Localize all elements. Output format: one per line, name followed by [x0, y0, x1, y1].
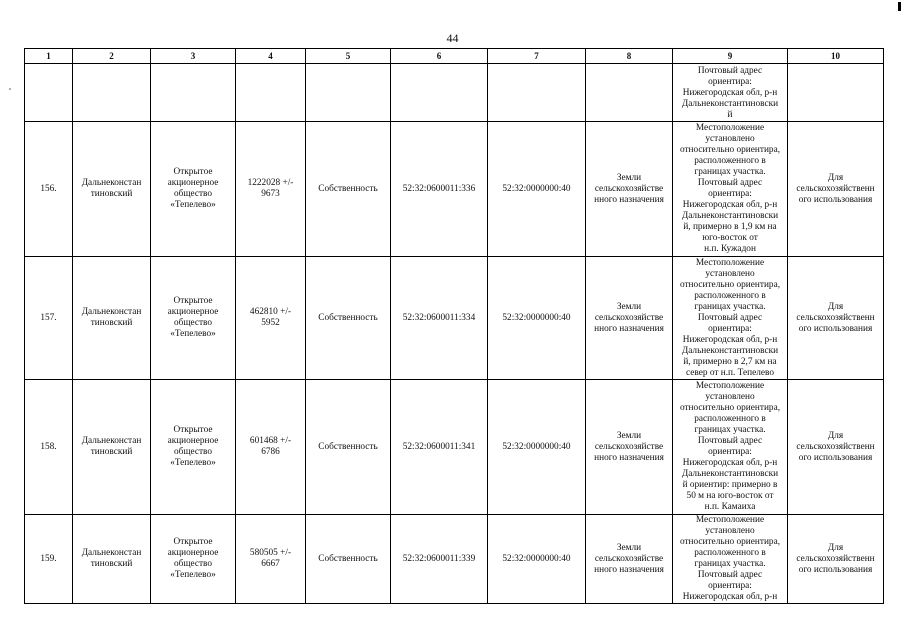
permitted-use-cell: Для сельскохозяйственн ого использования: [788, 257, 884, 380]
row-number-cell: 159.: [25, 515, 73, 604]
empty-cell: [788, 64, 884, 122]
page-number: 44: [446, 31, 459, 45]
owner-cell: Открытое акционерное общество «Тепелево»: [151, 122, 236, 257]
empty-cell: [586, 64, 673, 122]
column-header: 1: [25, 49, 73, 64]
column-header: 5: [306, 49, 391, 64]
location-cell: Местоположение установлено относительно ориентира, расположенного в границах участка. Почтовый адрес ориентира: Нижегородская обл, р-н Дальнеконстантиновски й, примерно в 2,7 км на север от н.п. Тепелево: [673, 257, 788, 380]
column-header: 9: [673, 49, 788, 64]
empty-cell: [73, 64, 151, 122]
column-header: 2: [73, 49, 151, 64]
area-cell: 580505 +/- 6667: [236, 515, 306, 604]
location-cell: Местоположение установлено относительно ориентира, расположенного в границах участка. Почтовый адрес ориентира: Нижегородская обл, р-н Дальнеконстантиновски й, примерно в 1,9 км на юго-восток от н.п. Кужадон: [673, 122, 788, 257]
location-cell: Местоположение установлено относительно ориентира, расположенного в границах участка. Почтовый адрес ориентира: Нижегородская обл, р-н Дальнеконстантиновски й ориентир: примерно в 50 м на юго-восток от н.п. Камаиха: [673, 380, 788, 515]
parent-cadastral-number-cell: 52:32:0000000:40: [488, 515, 586, 604]
right-cell: Собственность: [306, 380, 391, 515]
column-header: 8: [586, 49, 673, 64]
parent-cadastral-number-cell: 52:32:0000000:40: [488, 380, 586, 515]
table-row: [25, 380, 884, 515]
land-category-cell: Земли сельскохозяйстве нного назначения: [586, 122, 673, 257]
land-category-cell: Земли сельскохозяйстве нного назначения: [586, 380, 673, 515]
header-row: [25, 49, 884, 64]
right-cell: Собственность: [306, 257, 391, 380]
empty-cell: [306, 64, 391, 122]
district-cell: Дальнеконстан тиновский: [73, 380, 151, 515]
location-cell: Почтовый адрес ориентира: Нижегородская обл, р-н Дальнеконстантиновски й: [673, 64, 788, 122]
scan-dot: [9, 88, 11, 90]
table-row: [25, 515, 884, 604]
empty-cell: [25, 64, 73, 122]
continuation-row: [25, 64, 884, 122]
scan-mark: [898, 2, 901, 11]
owner-cell: Открытое акционерное общество «Тепелево»: [151, 515, 236, 604]
column-header: 3: [151, 49, 236, 64]
area-cell: 1222028 +/- 9673: [236, 122, 306, 257]
cadastral-number-cell: 52:32:0600011:339: [391, 515, 488, 604]
column-header: 4: [236, 49, 306, 64]
parent-cadastral-number-cell: 52:32:0000000:40: [488, 257, 586, 380]
district-cell: Дальнеконстан тиновский: [73, 515, 151, 604]
table-row: [25, 122, 884, 257]
right-cell: Собственность: [306, 515, 391, 604]
cadastral-number-cell: 52:32:0600011:334: [391, 257, 488, 380]
land-category-cell: Земли сельскохозяйстве нного назначения: [586, 257, 673, 380]
empty-cell: [488, 64, 586, 122]
parent-cadastral-number-cell: 52:32:0000000:40: [488, 122, 586, 257]
area-cell: 601468 +/- 6786: [236, 380, 306, 515]
column-header: 7: [488, 49, 586, 64]
row-number-cell: 157.: [25, 257, 73, 380]
district-cell: Дальнеконстан тиновский: [73, 122, 151, 257]
owner-cell: Открытое акционерное общество «Тепелево»: [151, 380, 236, 515]
land-registry-table: [24, 48, 884, 604]
empty-cell: [151, 64, 236, 122]
empty-cell: [391, 64, 488, 122]
table-row: [25, 257, 884, 380]
cadastral-number-cell: 52:32:0600011:336: [391, 122, 488, 257]
land-category-cell: Земли сельскохозяйстве нного назначения: [586, 515, 673, 604]
row-number-cell: 158.: [25, 380, 73, 515]
permitted-use-cell: Для сельскохозяйственн ого использования: [788, 515, 884, 604]
right-cell: Собственность: [306, 122, 391, 257]
column-header: 6: [391, 49, 488, 64]
permitted-use-cell: Для сельскохозяйственн ого использования: [788, 380, 884, 515]
permitted-use-cell: Для сельскохозяйственн ого использования: [788, 122, 884, 257]
row-number-cell: 156.: [25, 122, 73, 257]
area-cell: 462810 +/- 5952: [236, 257, 306, 380]
empty-cell: [236, 64, 306, 122]
cadastral-number-cell: 52:32:0600011:341: [391, 380, 488, 515]
column-header: 10: [788, 49, 884, 64]
district-cell: Дальнеконстан тиновский: [73, 257, 151, 380]
owner-cell: Открытое акционерное общество «Тепелево»: [151, 257, 236, 380]
location-cell: Местоположение установлено относительно ориентира, расположенного в границах участка. Почтовый адрес ориентира: Нижегородская обл, р-н: [673, 515, 788, 604]
